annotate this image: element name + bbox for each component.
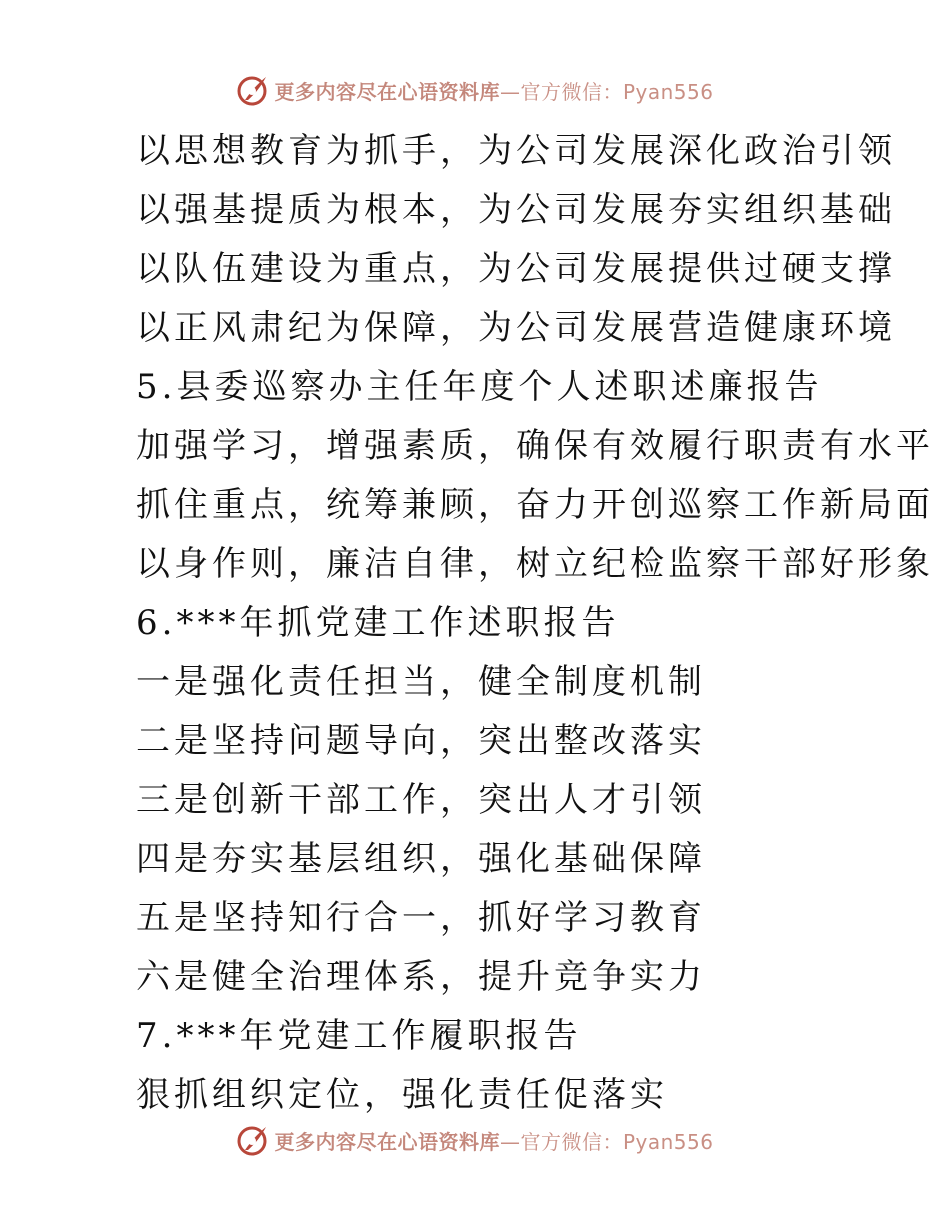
text-line: 三是创新干部工作，突出人才引领 — [136, 780, 706, 820]
text-line: 六是健全治理体系，提升竞争实力 — [136, 957, 706, 997]
text-line: 狠抓组织定位，强化责任促落实 — [136, 1075, 668, 1115]
text-line: 一是强化责任担当，健全制度机制 — [136, 662, 706, 702]
text-line: 以队伍建设为重点，为公司发展提供过硬支撑 — [136, 249, 896, 289]
text-line: 以身作则，廉洁自律，树立纪检监察干部好形象 — [136, 544, 934, 584]
quill-pen-logo-icon — [236, 73, 270, 107]
header-watermark-banner — [0, 68, 950, 112]
text-line: 二是坚持问题导向，突出整改落实 — [136, 721, 706, 761]
banner-suffix-text: 官方微信：Pyan556 — [520, 1129, 714, 1154]
text-line: 加强学习，增强素质，确保有效履行职责有水平 — [136, 426, 934, 466]
banner-main-text: 更多内容尽在心语资料库 — [274, 1129, 500, 1154]
banner-text — [274, 76, 713, 105]
quill-pen-logo-icon — [236, 1123, 270, 1157]
banner-text — [274, 1126, 713, 1155]
section-heading-7: 7.***年党建工作履职报告 — [136, 1016, 582, 1056]
section-heading-5: 5.县委巡察办主任年度个人述职述廉报告 — [136, 367, 823, 407]
text-line: 以强基提质为根本，为公司发展夯实组织基础 — [136, 190, 896, 230]
text-line: 四是夯实基层组织，强化基础保障 — [136, 839, 706, 879]
text-line: 以思想教育为抓手，为公司发展深化政治引领 — [136, 131, 896, 171]
text-line: 抓住重点，统筹兼顾，奋力开创巡察工作新局面 — [136, 485, 934, 525]
banner-separator: — — [499, 1129, 521, 1154]
document-body — [136, 122, 936, 1125]
footer-watermark-banner — [0, 1118, 950, 1162]
banner-separator: — — [499, 79, 521, 104]
text-line: 以正风肃纪为保障，为公司发展营造健康环境 — [136, 308, 896, 348]
text-line: 五是坚持知行合一，抓好学习教育 — [136, 898, 706, 938]
banner-suffix-text: 官方微信：Pyan556 — [520, 79, 714, 104]
section-heading-6: 6.***年抓党建工作述职报告 — [136, 603, 620, 643]
banner-main-text: 更多内容尽在心语资料库 — [274, 79, 500, 104]
